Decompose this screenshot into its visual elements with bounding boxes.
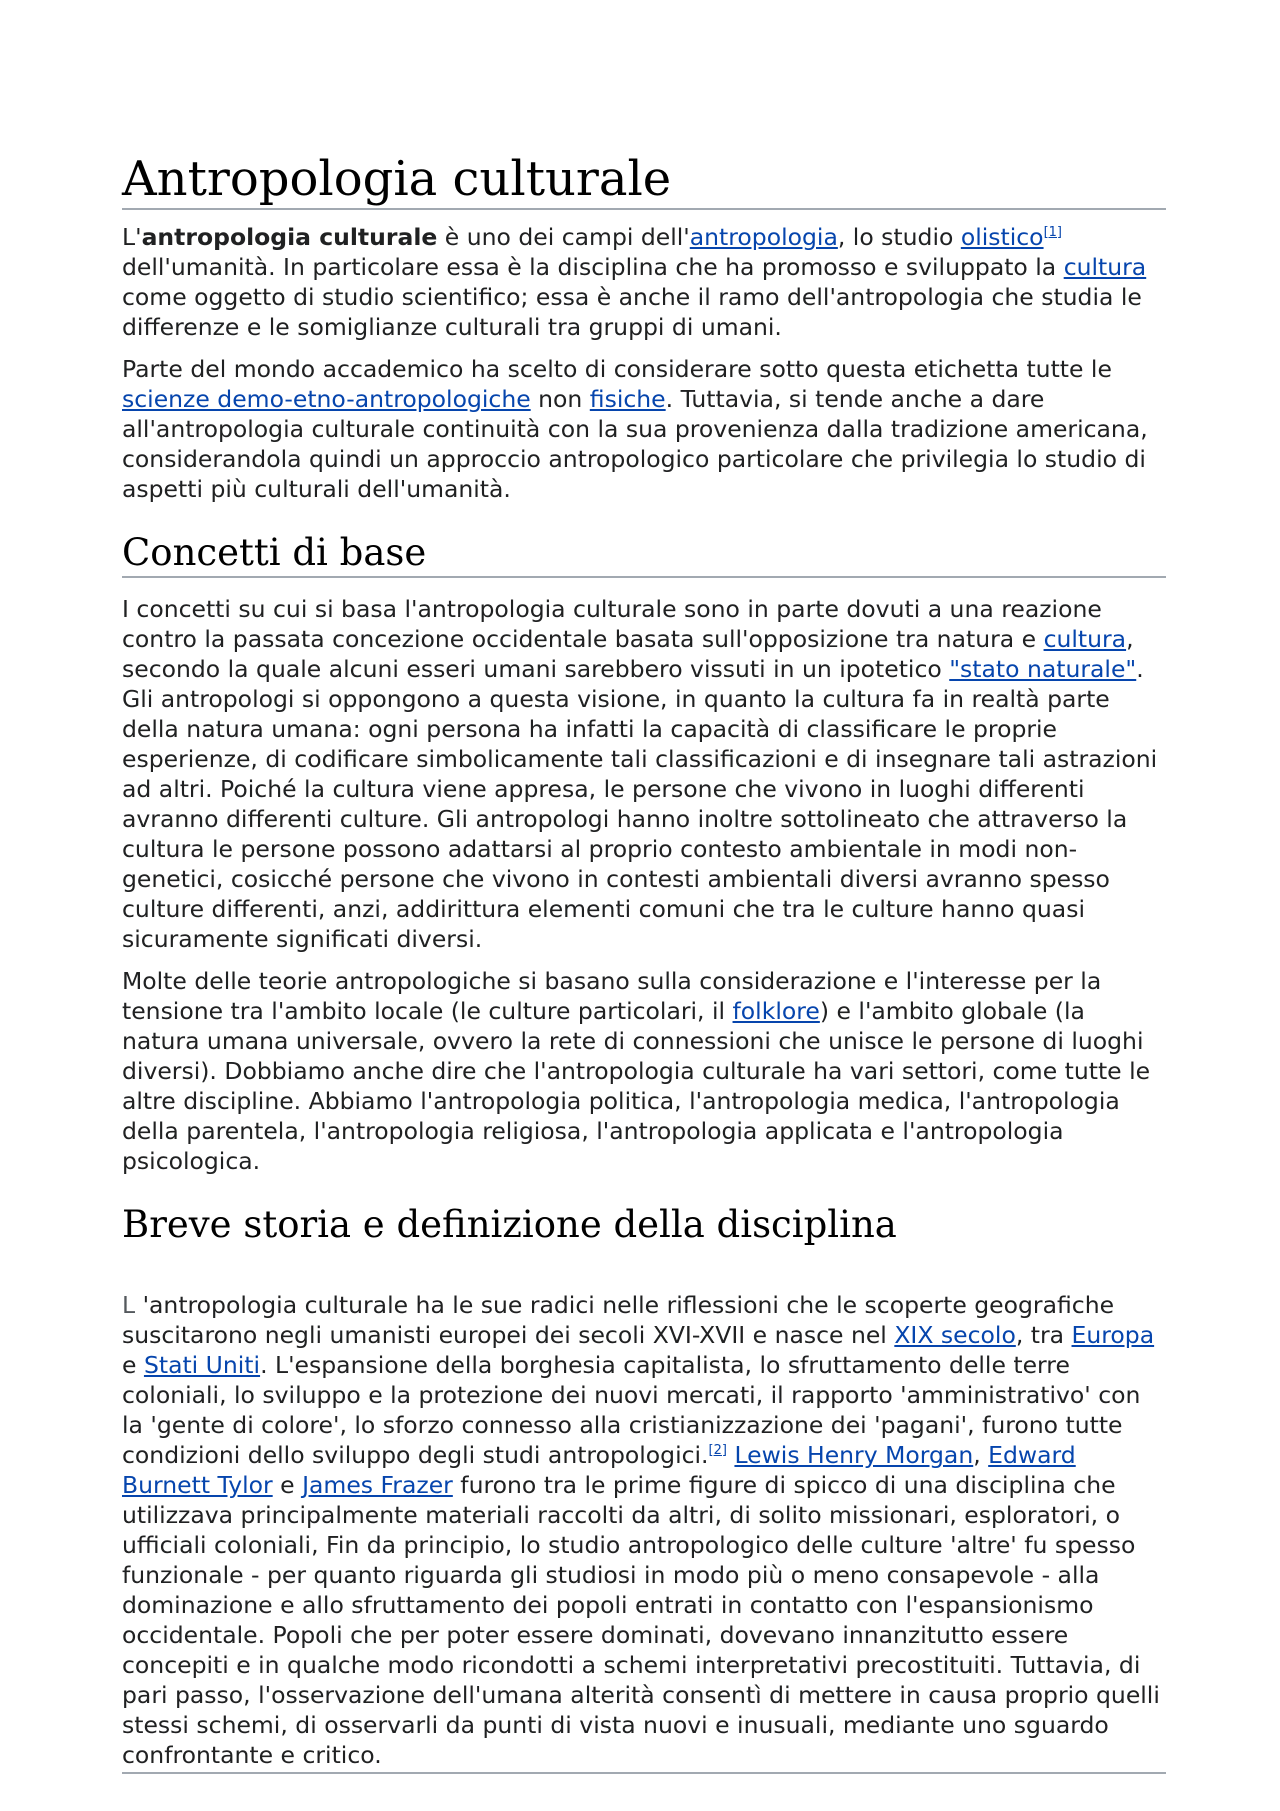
link-scienze-demo-etno-antropologiche[interactable]: scienze demo-etno-antropologiche: [122, 385, 531, 413]
link-stati-uniti[interactable]: Stati Uniti: [143, 1351, 261, 1379]
article: [122, 150, 1166, 1786]
intro-paragraph-1: L'antropologia culturale è uno dei campi dell'antropologia, lo studio olistico[1] dell'umanità. In particolare essa è la disciplina che ha promosso e sviluppato la cultura come oggetto di studio scientifico; essa è anche il ramo dell'antropologia che studia le differenze e le somiglianze culturali tra gruppi di umani.: [122, 223, 1147, 341]
bold-term: antropologia culturale: [141, 223, 438, 251]
link-fisiche[interactable]: fisiche: [589, 385, 666, 413]
link-cultura[interactable]: cultura: [1043, 625, 1127, 653]
reference-1[interactable]: [1]: [1043, 225, 1062, 241]
link-europa[interactable]: Europa: [1071, 1321, 1155, 1349]
link-james-frazer[interactable]: James Frazer: [302, 1471, 453, 1499]
storia-paragraph-1: L 'antropologia culturale ha le sue radici nelle riflessioni che le scoperte geografiche suscitarono negli umanisti europei dei secoli XVI-XVII e nasce nel XIX secolo, tra Europa e Stati Uniti. L'espansione della borghesia capitalista, lo sfruttamento delle terre coloniali, lo sviluppo e la protezione dei nuovi mercati, il rapporto 'amministrativo' con la 'gente di colore', lo sforzo connesso alla cristianizzazione dei 'pagani', furono tutte condizioni dello sviluppo degli studi antropologici.[2] Lewis Henry Morgan, Edward Burnett Tylor e James Frazer furono tra le prime figure di spicco di una disciplina che utilizzava principalmente materiali raccolti da altri, di solito missionari, esploratori, o ufficiali coloniali, Fin da principio, lo studio antropologico delle culture 'altre' fu spesso funzionale - per quanto riguarda gli studiosi in modo più o meno consapevole - alla dominazione e allo sfruttamento dei popoli entrati in contatto con l'espansionismo occidentale. Popoli che per poter essere dominati, dovevano innanzitutto essere concepiti e in qualche modo ricondotti a schemi interpretativi precostituiti. Tuttavia, di pari passo, l'osservazione dell'umana alterità consentì di mettere in causa proprio quelli stessi schemi, di osservarli da punti di vista nuovi e inusuali, mediante uno sguardo confrontante e critico.: [122, 1290, 1166, 1774]
link-stato-naturale[interactable]: "stato naturale": [949, 655, 1137, 683]
link-antropologia[interactable]: antropologia: [689, 223, 838, 251]
link-edward-burnett-tylor[interactable]: Edward Burnett Tylor: [122, 1441, 1076, 1499]
concetti-paragraph-1: I concetti su cui si basa l'antropologia culturale sono in parte dovuti a una reazione contro la passata concezione occidentale basata sull'opposizione tra natura e cultura, secondo la quale alcuni esseri umani sarebbero vissuti in un ipotetico "stato naturale". Gli antropologi si oppongono a questa visione, in quanto la cultura fa in realtà parte della natura umana: ogni persona ha infatti la capacità di classificare le proprie esperienze, di codificare simbolicamente tali classificazioni e di insegnare tali astrazioni ad altri. Poiché la cultura viene appresa, le persone che vivono in luoghi differenti avranno differenti culture. Gli antropologi hanno inoltre sottolineato che attraverso la cultura le persone possono adattarsi al proprio contesto ambientale in modi non-genetici, cosicché persone che vivono in contesti ambientali diversi avranno spesso culture differenti, anzi, addirittura elementi comuni che tra le culture hanno quasi sicuramente significati diversi.: [122, 595, 1158, 953]
page-title: Antropologia culturale: [122, 150, 1166, 210]
link-folklore[interactable]: folklore: [732, 997, 820, 1025]
link-olistico[interactable]: olistico: [960, 223, 1044, 251]
concetti-paragraph-2: Molte delle teorie antropologiche si basano sulla considerazione e l'interesse per la tensione tra l'ambito locale (le culture particolari, il folklore) e l'ambito globale (la natura umana universale, ovvero la rete di connessioni che unisce le persone di luoghi diversi). Dobbiamo anche dire che l'antropologia culturale ha vari settori, come tutte le altre discipline. Abbiamo l'antropologia politica, l'antropologia medica, l'antropologia della parentela, l'antropologia religiosa, l'antropologia applicata e l'antropologia psicologica.: [122, 967, 1151, 1175]
reference-2[interactable]: [2]: [708, 1443, 727, 1459]
link-xix-secolo[interactable]: XIX secolo: [894, 1321, 1016, 1349]
heading-concetti-di-base: Concetti di base: [122, 530, 1166, 578]
link-lewis-henry-morgan[interactable]: Lewis Henry Morgan: [734, 1441, 974, 1469]
heading-breve-storia: Breve storia e definizione della disciplina: [122, 1203, 897, 1246]
link-cultura[interactable]: cultura: [1063, 253, 1147, 281]
intro-paragraph-2: Parte del mondo accademico ha scelto di considerare sotto questa etichetta tutte le scienze demo-etno-antropologiche non fisiche. Tuttavia, si tende anche a dare all'antropologia culturale continuità con la sua provenienza dalla tradizione americana, considerandola quindi un approccio antropologico particolare che privilegia lo studio di aspetti più culturali dell'umanità.: [122, 355, 1148, 503]
